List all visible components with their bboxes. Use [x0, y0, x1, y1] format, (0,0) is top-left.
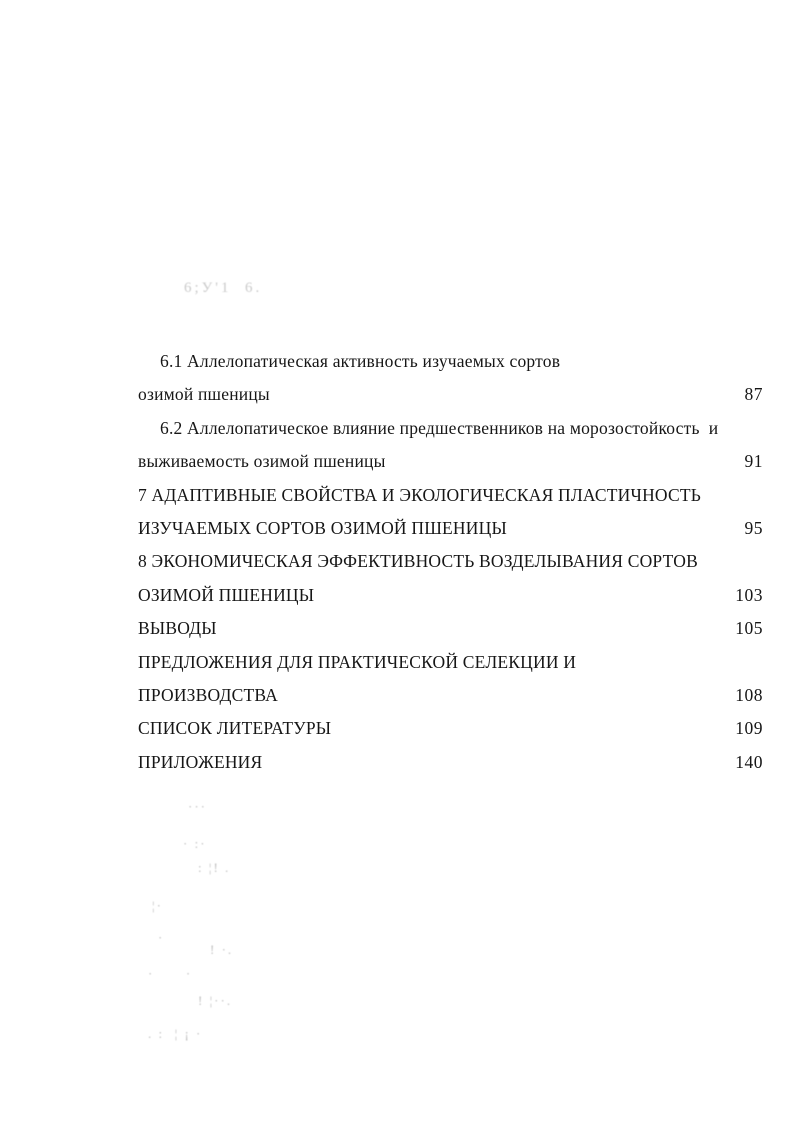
- toc-entry-line: [138, 679, 763, 712]
- toc-entry-line: [138, 479, 763, 512]
- toc-page-number: 109: [735, 718, 763, 739]
- toc-page-number: 108: [735, 685, 763, 706]
- scan-smudge: ! ·.: [210, 942, 234, 957]
- toc-entry-line: [138, 445, 763, 478]
- toc-entry-line: [138, 378, 763, 411]
- toc-page-number: 103: [735, 584, 763, 605]
- toc-page-number: 140: [735, 751, 763, 772]
- toc-page-number: 105: [735, 618, 763, 639]
- toc-entry-text: СПИСОК ЛИТЕРАТУРЫ: [138, 718, 332, 739]
- toc-page-number: 95: [744, 518, 763, 539]
- toc-entry-line: [138, 579, 763, 612]
- toc-entry-line: [138, 512, 763, 545]
- toc-entry-text: 6.2 Аллелопатическое влияние предшественников на морозостойкость и: [160, 417, 719, 438]
- table-of-contents: [138, 345, 763, 779]
- toc-entry-text: ПРИЛОЖЕНИЯ: [138, 751, 263, 772]
- toc-entry-line: [138, 412, 763, 445]
- toc-page-number: 91: [744, 451, 763, 472]
- toc-entry-text: озимой пшеницы: [138, 384, 270, 405]
- toc-entry-line: [138, 345, 763, 378]
- toc-entry-line: [138, 746, 763, 779]
- scan-smudge: : ¦! .: [198, 860, 231, 875]
- scan-smudge: . : ¦ ¡ ·: [148, 1026, 203, 1041]
- toc-entry-text: ОЗИМОЙ ПШЕНИЦЫ: [138, 584, 315, 605]
- scan-smudge: ·: [158, 930, 165, 945]
- scan-smudge: ¦·: [152, 898, 163, 913]
- toc-entry-text: ПРЕДЛОЖЕНИЯ ДЛЯ ПРАКТИЧЕСКОЙ СЕЛЕКЦИИ И: [138, 651, 577, 672]
- toc-entry-text: выживаемость озимой пшеницы: [138, 451, 386, 472]
- toc-entry-line: [138, 545, 763, 578]
- toc-entry-text: ПРОИЗВОДСТВА: [138, 685, 278, 706]
- scan-smudge: · ·: [148, 966, 193, 981]
- toc-entry-text: 8 ЭКОНОМИЧЕСКАЯ ЭФФЕКТИВНОСТЬ ВОЗДЕЛЫВАНИЯ СОРТОВ: [138, 551, 698, 572]
- toc-entry-text: ИЗУЧАЕМЫХ СОРТОВ ОЗИМОЙ ПШЕНИЦЫ: [138, 518, 507, 539]
- toc-entry-line: [138, 712, 763, 745]
- scan-smudge: ! ¦··.: [198, 993, 233, 1008]
- scan-smudge: 6;У'1 6.: [184, 280, 263, 296]
- toc-entry-text: 6.1 Аллелопатическая активность изучаемых сортов: [160, 351, 561, 371]
- toc-entry-text: 7 АДАПТИВНЫЕ СВОЙСТВА И ЭКОЛОГИЧЕСКАЯ ПЛАСТИЧНОСТЬ: [138, 484, 701, 505]
- scan-smudge: ···: [188, 799, 207, 814]
- toc-page-number: 87: [744, 384, 763, 405]
- toc-entry-text: ВЫВОДЫ: [138, 618, 217, 639]
- toc-entry-line: [138, 646, 763, 679]
- toc-entry-line: [138, 612, 763, 645]
- scan-smudge: · :·: [183, 836, 207, 851]
